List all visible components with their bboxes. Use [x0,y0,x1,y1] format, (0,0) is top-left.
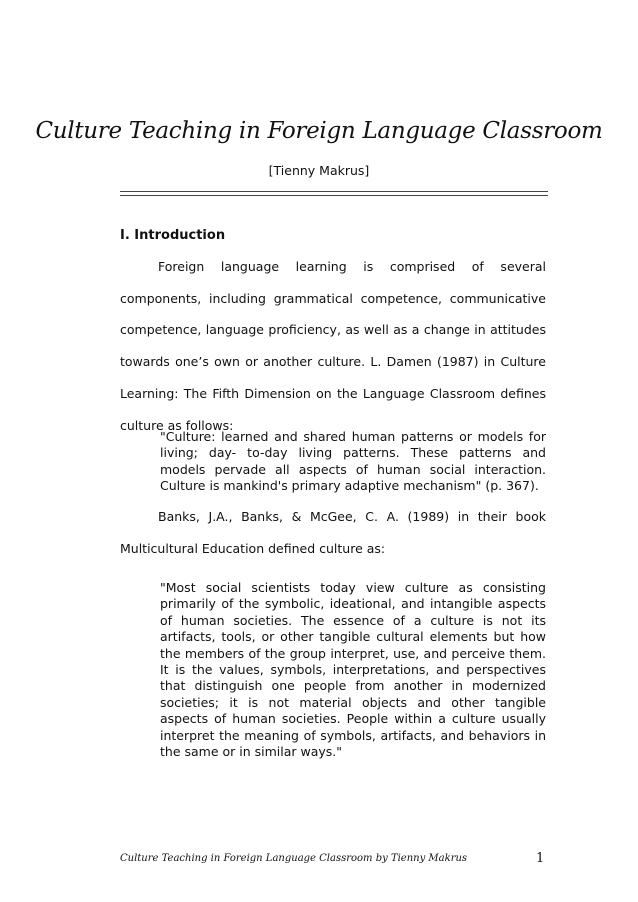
document-title: Culture Teaching in Foreign Language Classroom [35,118,603,144]
paragraph-intro: Foreign language learning is comprised of several components, including grammatical competence, communicative competence, language proficiency, as well as a change in attitudes towards one’s own or another culture. L. Damen (1987) in Culture Learning: The Fifth Dimension on the Language Classroom defines culture as follows: [120,259,546,433]
section-heading: I. Introduction [120,228,226,243]
paragraph-banks: Banks, J.A., Banks, & McGee, C. A. (1989) in their book Multicultural Education defined culture as: [120,509,546,556]
blockquote-damen: "Culture: learned and shared human patterns or models for living; day- to-day living patterns. These patterns and models pervade all aspects of human social interaction. Culture is mankind's primary adaptive mechanism" (p. 367). [160,429,546,494]
footer-running-title: Culture Teaching in Foreign Language Classroom by Tienny Makrus [120,853,468,864]
title-divider-top [120,191,548,192]
title-divider-bottom [120,195,548,196]
blockquote-banks: "Most social scientists today view culture as consisting primarily of the symbolic, ideational, and intangible aspects of human societies. The essence of a culture is not its artifacts, tools, or other tangible cultural elements but how the members of the group interpret, use, and perceive them. It is the values, symbols, interpretations, and perspectives that distinguish one people from another in modernized societies; it is not material objects and other tangible aspects of human societies. People within a culture usually interpret the meaning of symbols, artifacts, and behaviors in the same or in similar ways." [160,580,546,760]
page-number: 1 [536,851,545,866]
author-line: [Tienny Makrus] [268,163,370,178]
